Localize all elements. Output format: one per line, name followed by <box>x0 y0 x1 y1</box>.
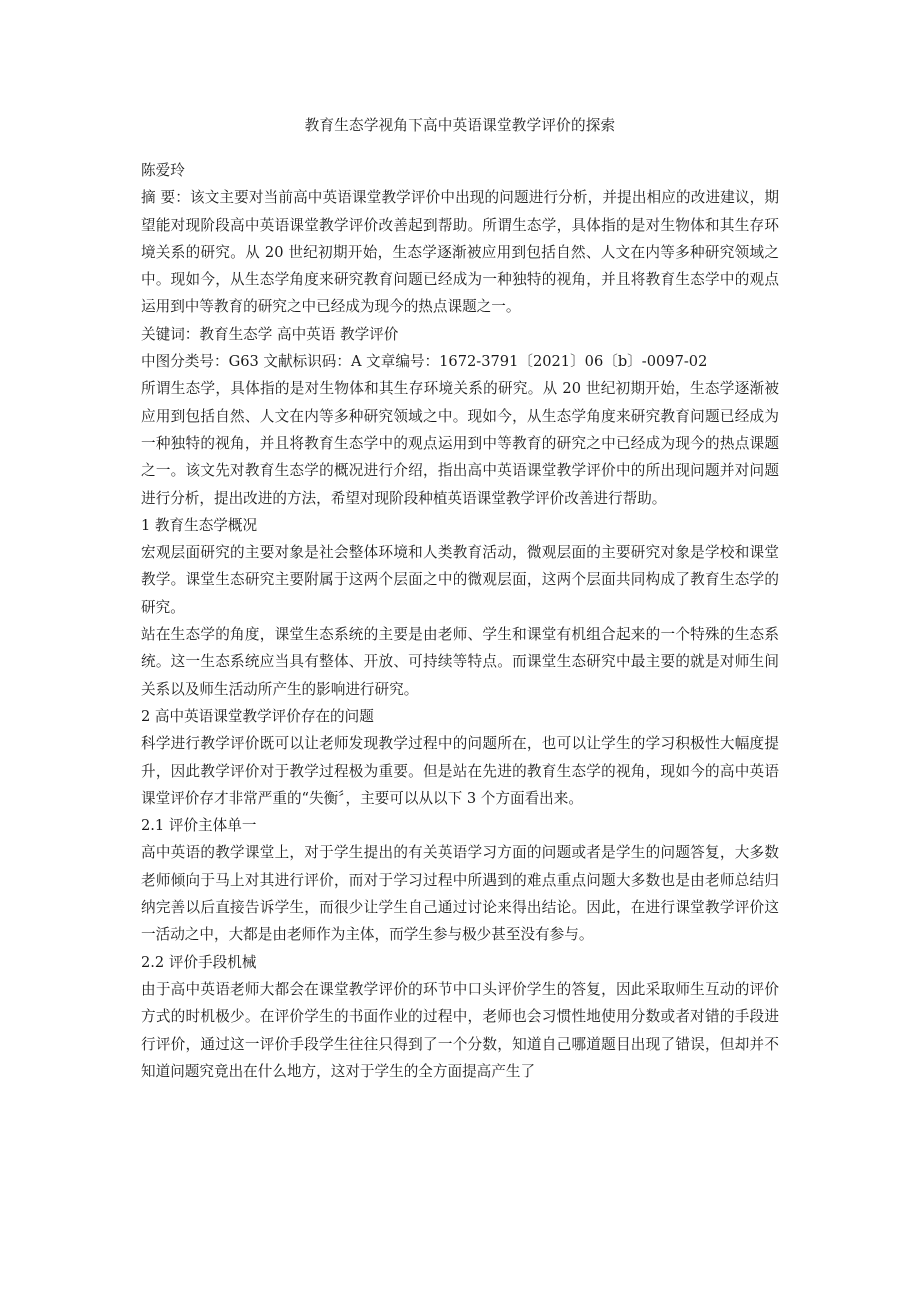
keywords-line: 关键词：教育生态学 高中英语 教学评价 <box>141 325 399 343</box>
section-2-1-paragraph-1: 高中英语的教学课堂上，对于学生提出的有关英语学习方面的问题或者是学生的问题答复，大多数老师倾向于马上对其进行评价，而对于学习过程中所遇到的难点重点问题大多数也是由老师总结归纳完善以后直接告诉学生，而很少让学生自己通过讨论来得出结论。因此，在进行课堂教学评价这一活动之中，大都是由老师作为主体，而学生参与极少甚至没有参与。 <box>141 844 779 944</box>
section-2-2-paragraph-1: 由于高中英语老师大都会在课堂教学评价的环节中口头评价学生的答复，因此采取师生互动的评价方式的时机极少。在评价学生的书面作业的过程中，老师也会习惯性地使用分数或者对错的手段进行评价，通过这一评价手段学生往往只得到了一个分数，知道自己哪道题目出现了错误，但却并不知道问题究竟出在什么地方，这对于学生的全方面提高产生了 <box>141 980 779 1080</box>
intro-paragraph: 所谓生态学，具体指的是对生物体和其生存环境关系的研究。从 20 世纪初期开始，生态学逐渐被应用到包括自然、人文在内等多种研究领域之中。现如今，从生态学角度来研究教育问题已经成为一种独特的视角，并且将教育生态学中的观点运用到中等教育的研究之中已经成为现今的热点课题之一。该文先对教育生态学的概况进行介绍，指出高中英语课堂教学评价中的所出现问题并对问题进行分析，提出改进的方法，希望对现阶段种植英语课堂教学评价改善进行帮助。 <box>141 380 779 507</box>
author-name: 陈爱玲 <box>141 162 185 179</box>
document-page <box>141 112 779 1085</box>
section-1-paragraph-2: 站在生态学的角度，课堂生态系统的主要是由老师、学生和课堂有机组合起来的一个特殊的生态系统。这一生态系统应当具有整体、开放、可持续等特点。而课堂生态研究中最主要的就是对师生间关系以及师生活动所产生的影响进行研究。 <box>141 626 779 698</box>
section-2-paragraph-1: 科学进行教学评价既可以让老师发现教学过程中的问题所在，也可以让学生的学习积极性大幅度提升，因此教学评价对于教学过程极为重要。但是站在先进的教育生态学的视角，现如今的高中英语课堂评价存才非常严重的“失衡〞，主要可以从以下 3 个方面看出来。 <box>141 735 779 807</box>
section-1-paragraph-1: 宏观层面研究的主要对象是社会整体环境和人类教育活动，微观层面的主要研究对象是学校和课堂教学。课堂生态研究主要附属于这两个层面之中的微观层面，这两个层面共同构成了教育生态学的研究。 <box>141 544 779 616</box>
classification-line: 中图分类号：G63 文献标识码：A 文章编号：1672-3791〔2021〕06〔b〕-0097-02 <box>141 353 708 371</box>
page-title: 教育生态学视角下高中英语课堂教学评价的探索 <box>304 117 616 134</box>
section-heading-1: 1 教育生态学概况 <box>141 516 258 534</box>
abstract-paragraph: 摘 要：该文主要对当前高中英语课堂教学评价中出现的问题进行分析，并提出相应的改进建议，期望能对现阶段高中英语课堂教学评价改善起到帮助。所谓生态学，具体指的是对生物体和其生存环境关系的研究。从 20 世纪初期开始，生态学逐渐被应用到包括自然、人文在内等多种研究领域之中。现如今，从生态学角度来研究教育问题已经成为一种独特的视角，并且将教育生态学中的观点运用到中等教育的研究之中已经成为现今的热点课题之一。 <box>141 189 779 316</box>
section-heading-2-1: 2.1 评价主体单一 <box>141 817 257 835</box>
section-heading-2: 2 高中英语课堂教学评价存在的问题 <box>141 707 374 725</box>
section-heading-2-2: 2.2 评价手段机械 <box>141 953 257 971</box>
